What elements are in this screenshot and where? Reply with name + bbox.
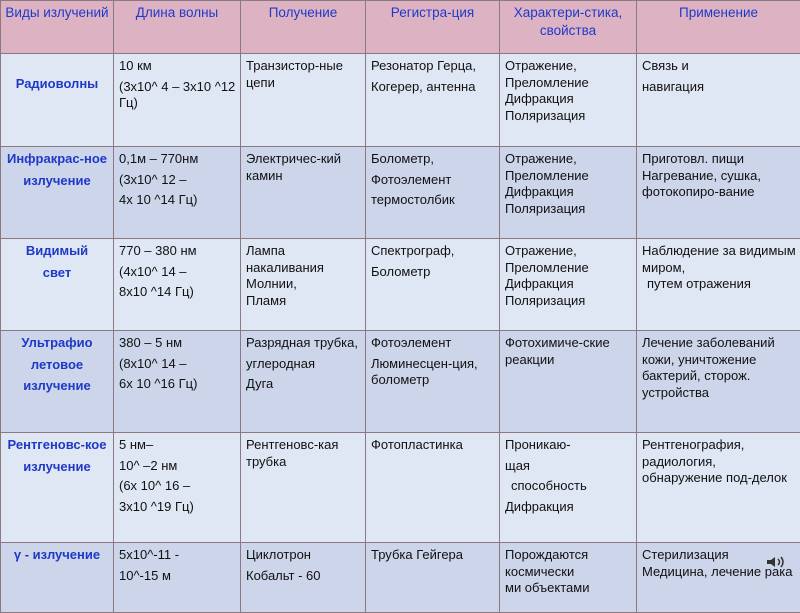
kind-label: Инфракрас-ное [1,151,113,168]
properties-text: щая [505,458,632,475]
wavelength-text: 10 км [119,58,236,75]
wavelength-text: 8х10 ^14 Гц) [119,284,236,301]
speaker-icon[interactable] [765,555,789,569]
source-text: Электричес-кий камин [246,151,361,184]
kind-label: Радиоволны [1,76,113,93]
application-cell [637,331,800,433]
detection-text: Болометр, [371,151,495,168]
table-row [1,433,800,543]
properties-cell [500,331,637,433]
wavelength-text: 3х10 ^19 Гц) [119,499,236,516]
wavelength-text: 0,1м – 770нм [119,151,236,168]
detection-text: Трубка Гейгера [371,547,495,564]
application-cell [637,433,800,543]
detection-text: Фотоэлемент [371,172,495,189]
wavelength-text: 380 – 5 нм [119,335,236,352]
detection-cell [366,543,500,613]
source-text: углеродная [246,356,361,373]
application-text: Приготовл. пищи [642,151,796,168]
properties-cell [500,147,637,239]
detection-text: Спектрограф, [371,243,495,260]
wavelength-text: 770 – 380 нм [119,243,236,260]
source-text: Лампа накаливания [246,243,361,276]
application-text: Наблюдение за видимым миром, [642,243,796,276]
properties-text: Отражение, Преломление [505,151,632,184]
wavelength-cell [114,147,241,239]
wavelength-cell [114,433,241,543]
wavelength-text: 4х 10 ^14 Гц) [119,192,236,209]
detection-cell [366,54,500,147]
source-text: Пламя [246,293,361,310]
wavelength-cell [114,543,241,613]
application-cell [637,147,800,239]
wavelength-text: 5х10^-11 - [119,547,236,564]
header-row [1,1,800,54]
header-properties: Характери-стика, свойства [500,1,637,54]
kind-cell [1,543,114,613]
header-application: Применение [637,1,800,54]
kind-cell [1,54,114,147]
source-cell [241,147,366,239]
properties-text: Дифракция [505,184,632,201]
detection-text: Люминесцен-ция, болометр [371,356,495,389]
source-cell [241,54,366,147]
kind-cell [1,147,114,239]
application-text: Нагревание, сушка, фотокопиро-вание [642,168,796,201]
wavelength-text: 5 нм– [119,437,236,454]
properties-cell [500,54,637,147]
properties-text: способность [505,478,632,495]
header-kind: Виды излучений [1,1,114,54]
properties-text: Порождаются космически [505,547,632,580]
properties-text: ми объектами [505,580,632,597]
properties-text: Дифракция [505,499,632,516]
source-cell [241,543,366,613]
source-text: Дуга [246,376,361,393]
properties-text: Отражение, Преломление [505,58,632,91]
wavelength-text: (3х10^ 12 – [119,172,236,189]
detection-cell [366,433,500,543]
table-row [1,147,800,239]
application-text: Стерилизация [642,547,796,564]
kind-label: излучение [1,459,113,476]
properties-text: Поляризация [505,201,632,218]
kind-cell [1,239,114,331]
application-text: навигация [642,79,796,96]
wavelength-text: 10^-15 м [119,568,236,585]
kind-label: излучение [1,378,113,395]
source-text: Молнии, [246,276,361,293]
header-wavelength: Длина волны [114,1,241,54]
kind-cell [1,331,114,433]
wavelength-cell [114,54,241,147]
properties-text: Дифракция [505,276,632,293]
properties-text: Проникаю- [505,437,632,454]
properties-cell [500,239,637,331]
wavelength-cell [114,239,241,331]
application-text: путем отражения [642,276,796,293]
source-cell [241,239,366,331]
source-cell [241,433,366,543]
wavelength-text: 6х 10 ^16 Гц) [119,376,236,393]
kind-label: излучение [1,173,113,190]
wavelength-cell [114,331,241,433]
source-text: Разрядная трубка, [246,335,361,352]
application-cell [637,543,800,613]
properties-text: Поляризация [505,108,632,125]
source-text: Циклотрон [246,547,361,564]
properties-cell [500,433,637,543]
detection-cell [366,147,500,239]
table-row [1,543,800,613]
detection-text: термостолбик [371,192,495,209]
table-row [1,239,800,331]
kind-label: летовое [1,357,113,374]
source-text: Кобальт - 60 [246,568,361,585]
kind-label: γ - излучение [1,547,113,564]
source-text: Рентгеновс-кая трубка [246,437,361,470]
detection-text: Фотопластинка [371,437,495,454]
kind-label: Ультрафио [1,335,113,352]
wavelength-text: (8х10^ 14 – [119,356,236,373]
properties-text: Поляризация [505,293,632,310]
wavelength-text: (3х10^ 4 – 3х10 ^12 Гц) [119,79,236,112]
source-cell [241,331,366,433]
application-text: Связь и [642,58,796,75]
detection-text: Болометр [371,264,495,281]
application-text: Рентгенография, радиология, обнаружение под-делок [642,437,796,487]
kind-label: Рентгеновс-кое [1,437,113,454]
table-row [1,331,800,433]
properties-text: Дифракция [505,91,632,108]
properties-cell [500,543,637,613]
kind-label: Видимый [1,243,113,260]
header-detection: Регистра-ция [366,1,500,54]
properties-text: Фотохимиче-ские реакции [505,335,632,368]
detection-text: Фотоэлемент [371,335,495,352]
header-source: Получение [241,1,366,54]
application-text: Медицина, лечение рака [642,564,796,581]
application-cell [637,239,800,331]
properties-text: Отражение, Преломление [505,243,632,276]
kind-label: свет [1,265,113,282]
detection-cell [366,331,500,433]
kind-cell [1,433,114,543]
wavelength-text: (6х 10^ 16 – [119,478,236,495]
detection-text: Когерер, антенна [371,79,495,96]
application-text: Лечение заболеваний кожи, уничтожение бактерий, сторож. устройства [642,335,796,401]
wavelength-text: 10^ –2 нм [119,458,236,475]
detection-cell [366,239,500,331]
detection-text: Резонатор Герца, [371,58,495,75]
source-text: Транзистор-ные цепи [246,58,361,91]
wavelength-text: (4х10^ 14 – [119,264,236,281]
application-cell [637,54,800,147]
table-row [1,54,800,147]
